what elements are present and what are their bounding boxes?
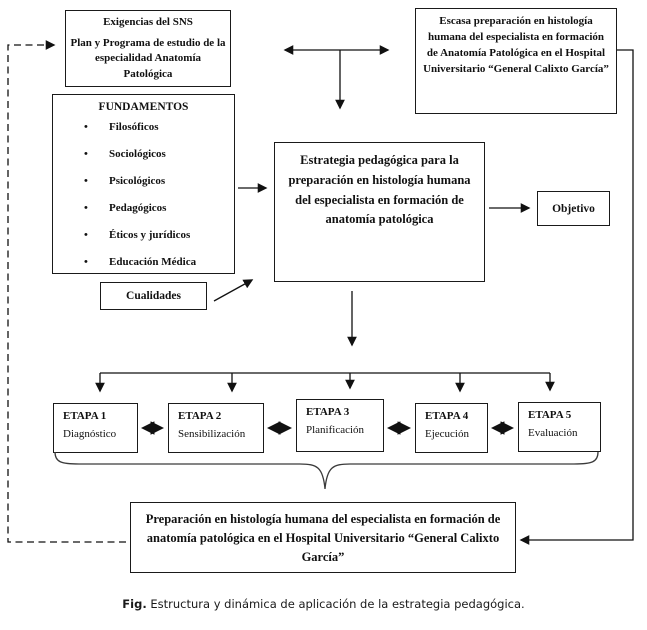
figure-caption-text: Estructura y dinámica de aplicación de la estrategia pedagógica. <box>146 597 525 611</box>
stages-brace <box>55 452 598 489</box>
fundamentos-item <box>53 221 234 248</box>
fundamentos-item <box>53 140 234 167</box>
stage-subtitle: Evaluación <box>528 427 578 439</box>
stage-subtitle: Diagnóstico <box>63 428 117 440</box>
bullet-icon: • <box>84 255 88 268</box>
figure-caption <box>0 597 647 611</box>
fundamentos-item-label: Filosóficos <box>109 120 159 133</box>
fundamentos-item <box>53 248 234 275</box>
bullet-icon: • <box>84 174 88 187</box>
bullet-icon: • <box>84 228 88 241</box>
stage-subtitle: Sensibilización <box>178 428 246 440</box>
stage-subtitle: Ejecución <box>425 428 469 440</box>
stage-box-4 <box>415 403 488 453</box>
stage-box-3 <box>296 399 384 452</box>
bullet-icon: • <box>84 147 88 160</box>
fundamentos-item-label: Sociológicos <box>109 147 166 160</box>
fundamentos-item <box>53 113 234 140</box>
stage-title: ETAPA 5 <box>528 409 572 421</box>
exigencias-sns-box <box>65 10 231 87</box>
exigencias-title: Exigencias del SNS <box>103 16 193 28</box>
stage-title: ETAPA 2 <box>178 410 222 422</box>
fundamentos-box <box>52 94 235 274</box>
stage-title: ETAPA 3 <box>306 406 350 418</box>
stage-subtitle: Planificación <box>306 424 365 436</box>
fundamentos-item <box>53 194 234 221</box>
fundamentos-item-label: Éticos y jurídicos <box>109 228 191 241</box>
fundamentos-item <box>53 167 234 194</box>
exigencias-body: Plan y Programa de estudio de la especialidad Anatomía Patológica <box>70 37 226 80</box>
objective-box: Objetivo <box>537 191 610 226</box>
stage-title: ETAPA 4 <box>425 410 469 422</box>
bullet-icon: • <box>84 120 88 133</box>
fundamentos-item-label: Pedagógicos <box>109 201 167 214</box>
qualities-box: Cualidades <box>100 282 207 310</box>
fundamentos-title: FUNDAMENTOS <box>98 101 189 113</box>
stage-box-1 <box>53 403 138 453</box>
final-result-box: Preparación en histología humana del especialista en formación de anatomía patológica en el Hospital Universitario “General Calixto García” <box>130 502 516 573</box>
figure-caption-prefix: Fig. <box>122 597 147 611</box>
qualities-to-strategy-arrow <box>214 280 252 301</box>
fundamentos-item-label: Educación Médica <box>109 255 197 268</box>
bullet-icon: • <box>84 201 88 214</box>
stage-title: ETAPA 1 <box>63 410 107 422</box>
stage-box-5 <box>518 402 601 452</box>
right-feedback-arrow <box>521 50 633 540</box>
problem-box: Escasa preparación en histología humana del especialista en formación de Anatomía Patológica en el Hospital Universitario “General Calixto García” <box>415 8 617 114</box>
stage-box-2 <box>168 403 264 453</box>
fundamentos-item-label: Psicológicos <box>109 174 166 187</box>
strategy-box: Estrategia pedagógica para la preparación en histología humana del especialista en formación de anatomía patológica <box>274 142 485 282</box>
